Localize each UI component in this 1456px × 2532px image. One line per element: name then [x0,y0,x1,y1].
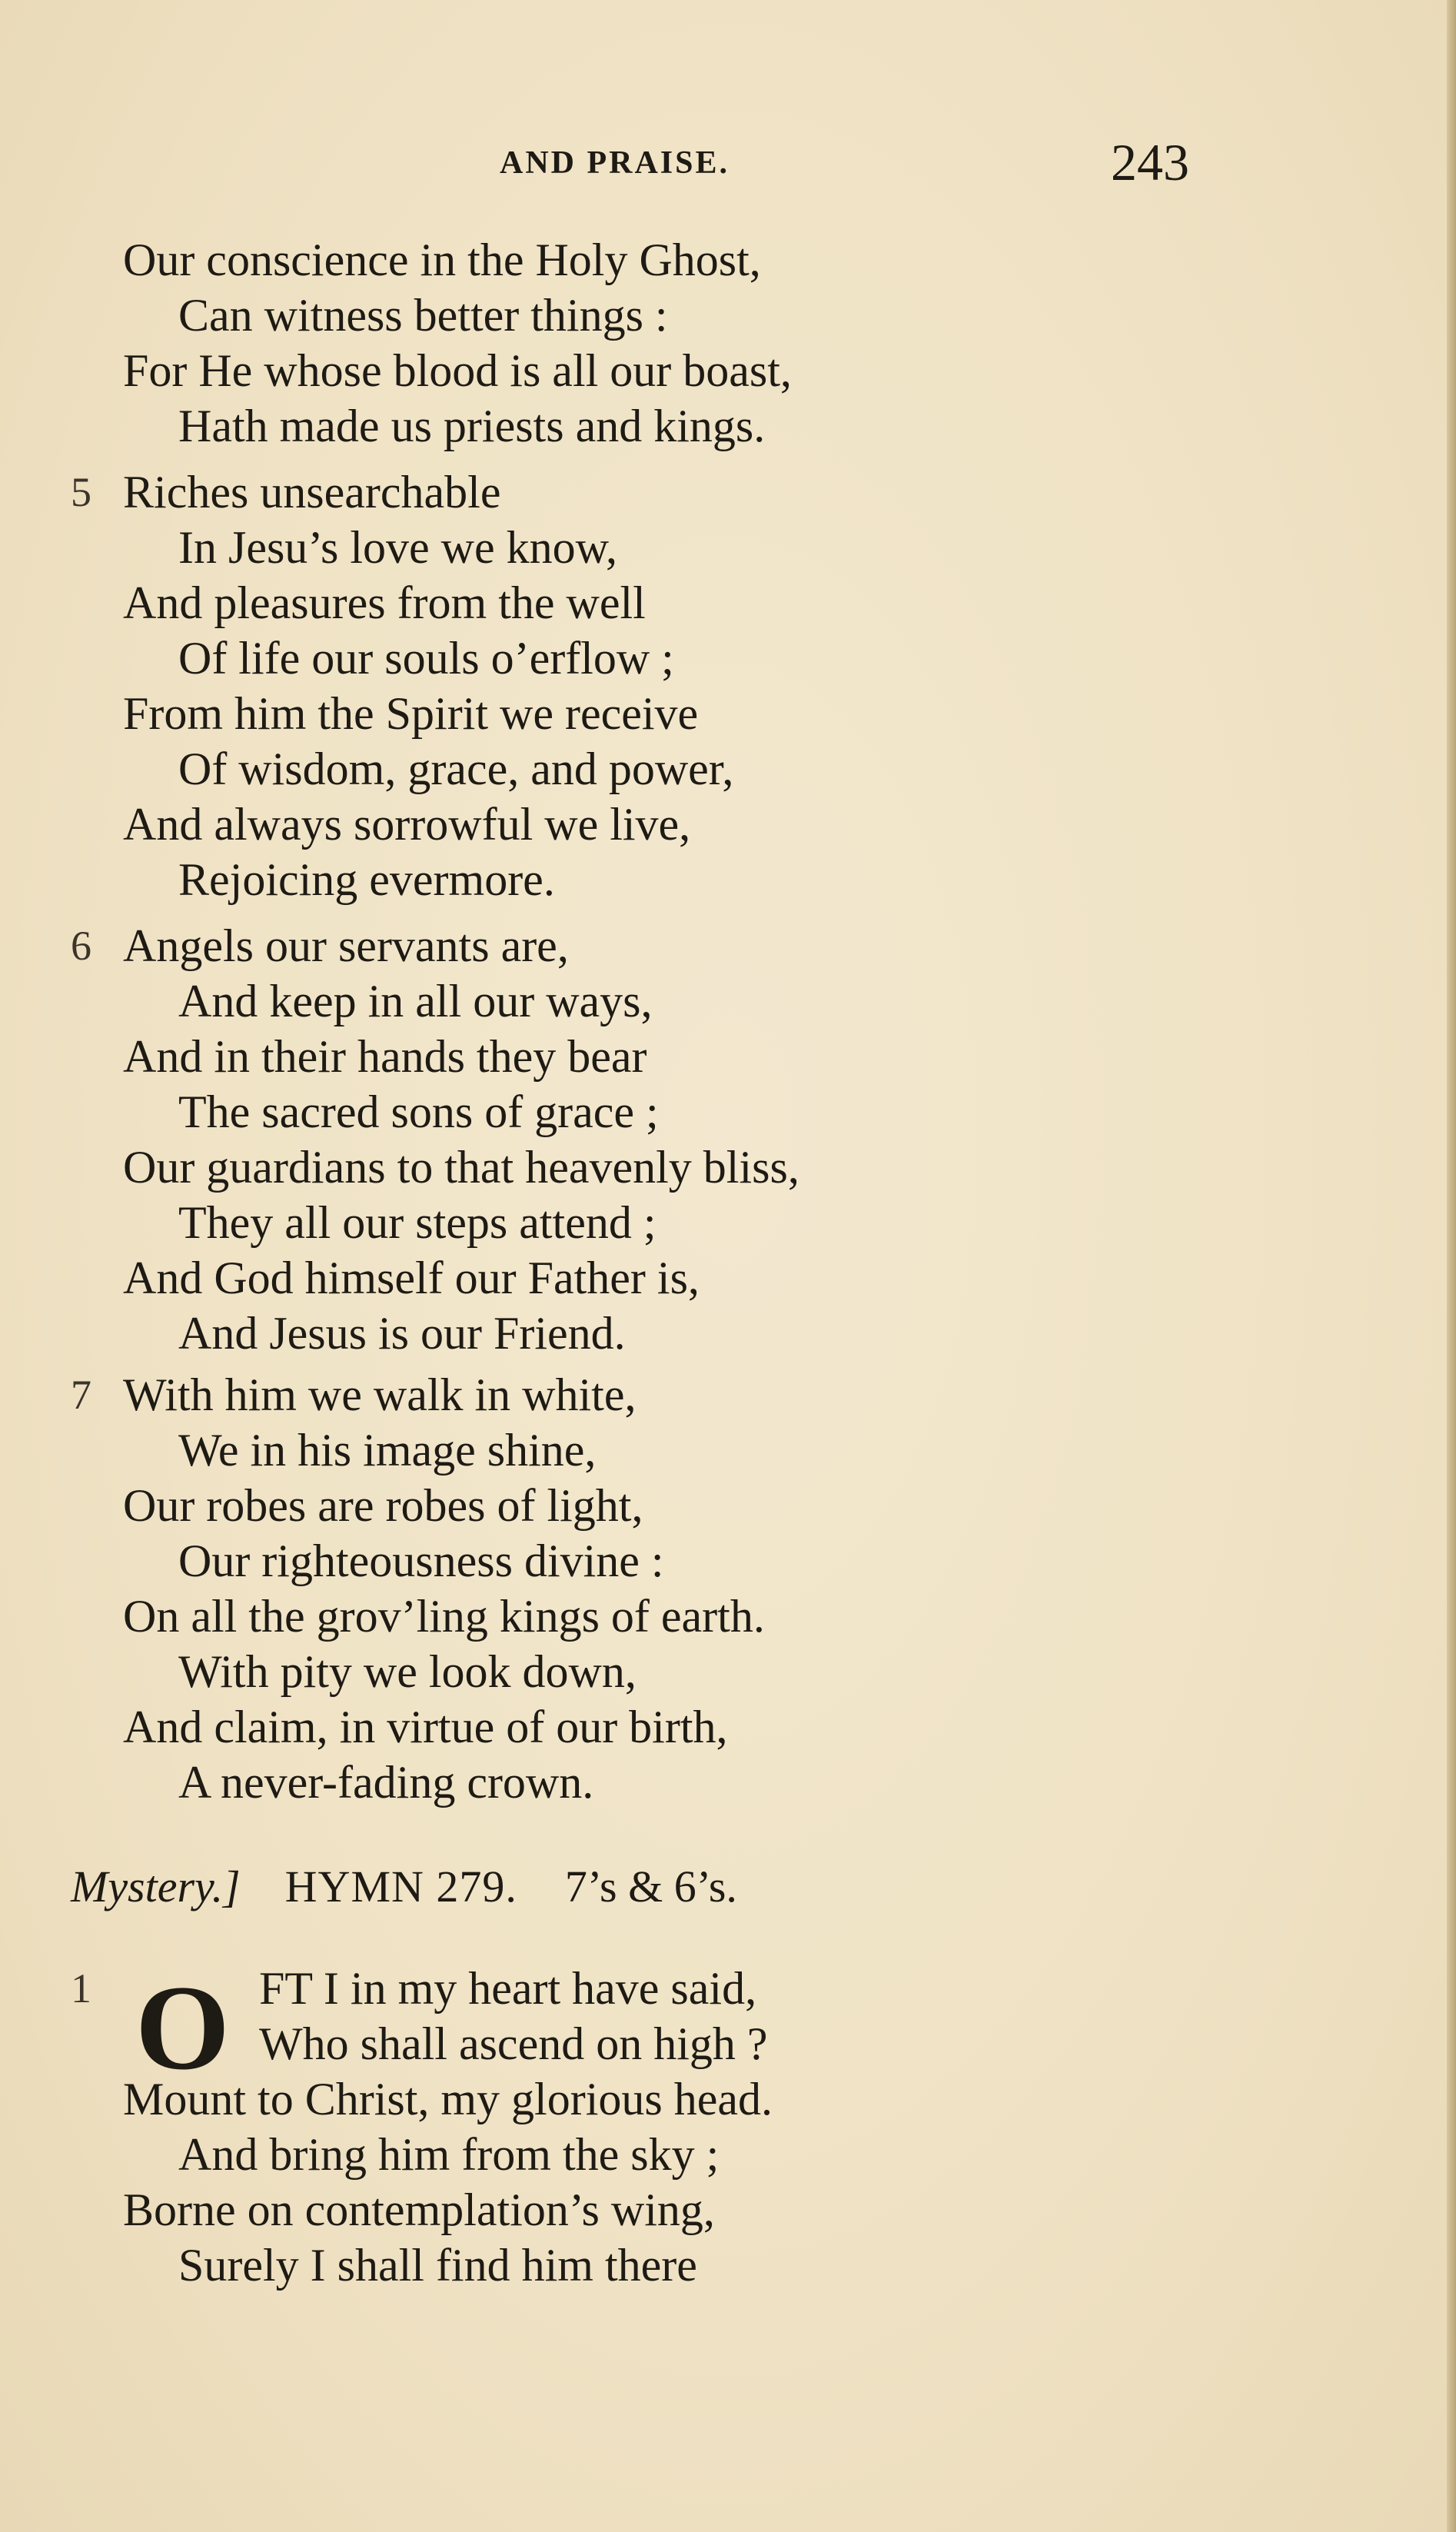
stanza-number: 7 [71,1372,91,1418]
verse-line: Rejoicing evermore. [178,854,555,905]
verse-line: And Jesus is our Friend. [178,1308,626,1359]
stanza-number: 1 [71,1965,91,2011]
verse-line: In Jesu’s love we know, [178,522,618,573]
verse-line: Can witness better things : [178,290,668,341]
hymn-heading [71,1859,737,1915]
page-edge [1447,0,1456,2532]
verse-line: With him we walk in white, [123,1369,637,1420]
verse-line: A never-fading crown. [178,1757,594,1808]
verse-line: And always sorrowful we live, [123,799,691,850]
verse-line: And bring him from the sky ; [178,2129,720,2180]
verse-line: Angels our servants are, [123,920,569,971]
verse-line: And God himself our Father is, [123,1253,700,1303]
verse-line: Riches unsearchable [123,467,501,517]
hymn-meter: 7’s & 6’s. [564,1862,737,1911]
drop-cap: O [135,1961,230,2095]
verse-line: And pleasures from the well [123,577,646,628]
verse-line: For He whose blood is all our boast, [123,345,792,396]
verse-line: And keep in all our ways, [178,976,653,1026]
verse-line: Mount to Christ, my glorious head. [123,2074,773,2124]
verse-line: Of life our souls o’erflow ; [178,633,674,684]
verse-line: Borne on contemplation’s wing, [123,2184,715,2235]
verse-line: On all the grov’ling kings of earth. [123,1591,765,1642]
verse-line: Of wisdom, grace, and power, [178,744,734,794]
verse-line: Our robes are robes of light, [123,1480,643,1531]
verse-line: Our righteousness divine : [178,1536,664,1586]
verse-line: Our conscience in the Holy Ghost, [123,235,761,285]
running-head: AND PRAISE. [500,145,730,181]
hymn-number: HYMN 279. [284,1862,517,1911]
hymn-subject: Mystery.] [71,1862,241,1911]
stanza-number: 6 [71,923,91,969]
verse-line: And claim, in virtue of our birth, [123,1702,728,1752]
page-number: 243 [1111,133,1189,191]
verse-line: FT I in my heart have said, [259,1963,757,2014]
verse-line: With pity we look down, [178,1646,637,1697]
verse-line: We in his image shine, [178,1425,597,1476]
stanza-number: 5 [71,469,91,515]
verse-line: Surely I shall find him there [178,2240,697,2291]
verse-line: They all our steps attend ; [178,1197,657,1248]
verse-line: Hath made us priests and kings. [178,401,766,451]
verse-line: Who shall ascend on high ? [259,2018,768,2069]
verse-line: The sacred sons of grace ; [178,1086,659,1137]
verse-line: From him the Spirit we receive [123,688,699,739]
verse-line: Our guardians to that heavenly bliss, [123,1142,799,1193]
verse-line: And in their hands they bear [123,1031,647,1082]
